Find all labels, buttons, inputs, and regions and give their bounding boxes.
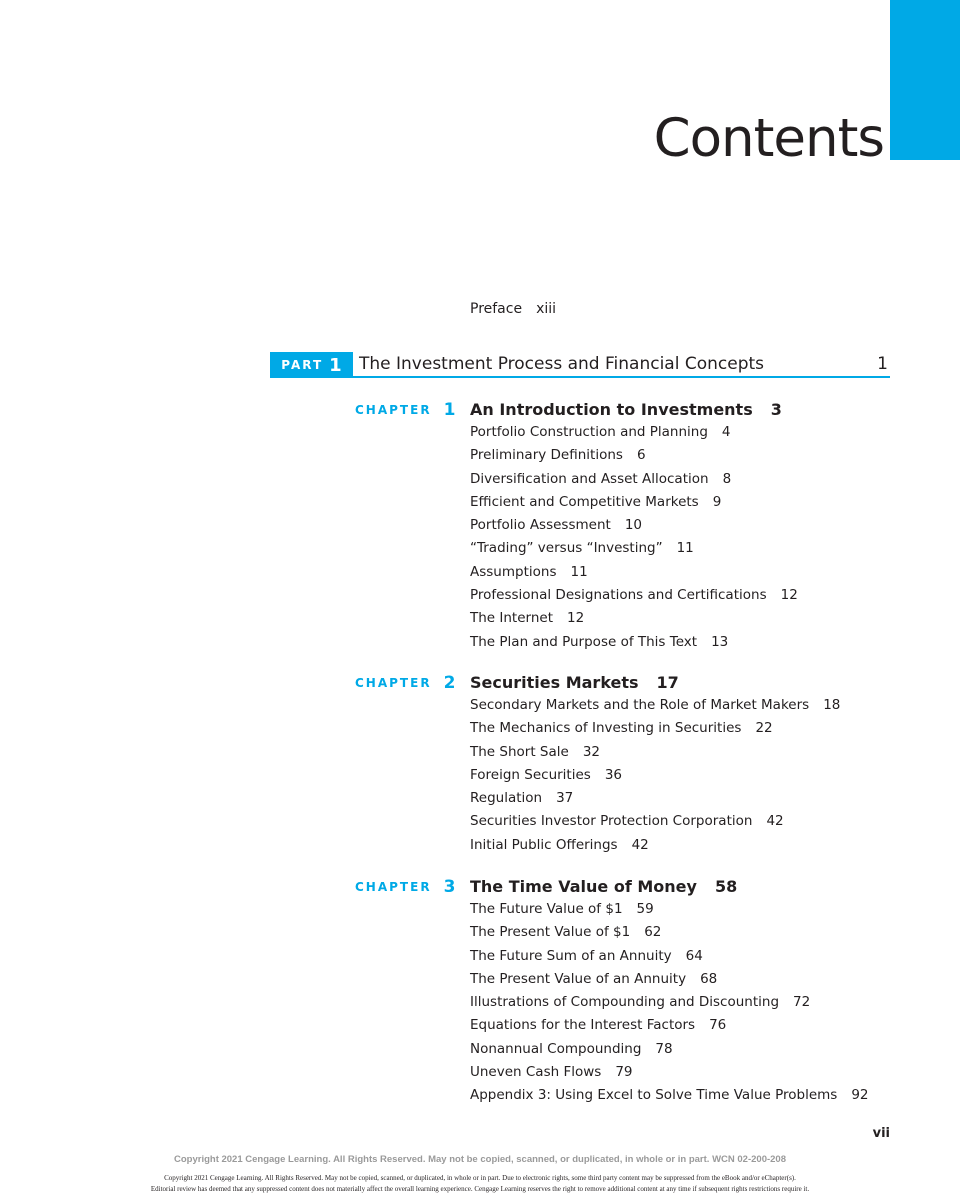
toc-section-entry[interactable] bbox=[470, 945, 869, 968]
section-page: 4 bbox=[721, 424, 731, 440]
chapter-title-entry[interactable] bbox=[470, 398, 782, 422]
toc-section-entry[interactable] bbox=[470, 1061, 869, 1084]
section-title: Regulation bbox=[470, 790, 543, 807]
section-page: 76 bbox=[709, 1017, 727, 1034]
chapter-title: The Time Value of Money bbox=[470, 877, 697, 896]
section-title: Initial Public Offerings bbox=[470, 836, 618, 853]
copyright-notice: Copyright 2021 Cengage Learning. All Rights Reserved. May not be copied, scanned, or duplicated, in whole or in part. WCN 02-200-208 bbox=[174, 1154, 786, 1165]
toc-section-entry[interactable] bbox=[470, 968, 869, 991]
page-number: vii bbox=[872, 1126, 890, 1141]
chapter-title-entry[interactable] bbox=[470, 875, 737, 899]
toc-section-entry[interactable] bbox=[470, 444, 798, 467]
part-title: The Investment Process and Financial Concepts bbox=[359, 354, 765, 374]
chapter-number: 3 bbox=[443, 877, 456, 897]
toc-section-entry[interactable] bbox=[470, 607, 798, 630]
section-page: 42 bbox=[766, 813, 784, 830]
section-page: 12 bbox=[780, 587, 798, 604]
section-list bbox=[470, 421, 798, 654]
toc-section-entry[interactable] bbox=[470, 787, 840, 810]
copyright-fine-print-line: Copyright 2021 Cengage Learning. All Rights Reserved. May not be copied, scanned, or duplicated, in whole or in part. Due to electronic rights, some third party content may be suppressed from the eBook and/or eChapter(s). bbox=[164, 1174, 796, 1182]
section-page: 9 bbox=[712, 493, 722, 510]
section-title: Illustrations of Compounding and Discounting bbox=[470, 994, 780, 1011]
toc-section-entry[interactable] bbox=[470, 810, 840, 833]
section-title: The Short Sale bbox=[470, 743, 569, 760]
toc-section-entry[interactable] bbox=[470, 514, 798, 537]
section-page: 36 bbox=[604, 766, 622, 783]
toc-section-entry[interactable] bbox=[470, 898, 869, 921]
section-page: 59 bbox=[636, 901, 654, 917]
copyright-fine-print bbox=[0, 1173, 960, 1194]
toc-section-entry[interactable] bbox=[470, 468, 798, 491]
section-page: 10 bbox=[624, 517, 642, 534]
toc-section-entry[interactable] bbox=[470, 764, 840, 787]
part-word: PART bbox=[281, 358, 324, 372]
chapter-word: CHAPTER bbox=[355, 880, 432, 894]
toc-section-entry[interactable] bbox=[470, 421, 798, 444]
section-title: Portfolio Construction and Planning bbox=[470, 424, 708, 440]
section-title: The Internet bbox=[470, 610, 554, 627]
toc-section-entry[interactable] bbox=[470, 561, 798, 584]
section-page: 92 bbox=[851, 1087, 869, 1104]
chapter-title: An Introduction to Investments bbox=[470, 400, 753, 419]
section-title: The Future Sum of an Annuity bbox=[470, 947, 672, 964]
toc-section-entry[interactable] bbox=[470, 921, 869, 944]
section-page: 8 bbox=[722, 470, 732, 487]
toc-section-entry[interactable] bbox=[470, 834, 840, 857]
section-title: Professional Designations and Certifications bbox=[470, 587, 767, 604]
section-page: 68 bbox=[700, 970, 718, 987]
chapter-number: 2 bbox=[443, 673, 456, 693]
section-page: 42 bbox=[631, 836, 649, 853]
chapter-word: CHAPTER bbox=[355, 403, 432, 417]
section-title: Secondary Markets and the Role of Market Makers bbox=[470, 697, 810, 713]
section-page: 11 bbox=[570, 563, 588, 580]
toc-section-entry[interactable] bbox=[470, 491, 798, 514]
chapter-number: 1 bbox=[443, 400, 456, 420]
section-list bbox=[470, 694, 840, 857]
section-title: Diversification and Asset Allocation bbox=[470, 470, 709, 487]
section-title: Foreign Securities bbox=[470, 766, 591, 783]
section-title: Uneven Cash Flows bbox=[470, 1064, 602, 1081]
section-page: 72 bbox=[793, 994, 811, 1011]
part-1-heading[interactable] bbox=[270, 352, 890, 378]
chapter-word: CHAPTER bbox=[355, 676, 432, 690]
toc-section-entry[interactable] bbox=[470, 584, 798, 607]
section-title: The Plan and Purpose of This Text bbox=[470, 633, 698, 650]
accent-color-block bbox=[890, 0, 960, 160]
section-page: 32 bbox=[582, 743, 601, 760]
section-title: Nonannual Compounding bbox=[470, 1040, 642, 1057]
preface-entry[interactable] bbox=[470, 299, 556, 319]
chapter-page: 3 bbox=[770, 400, 782, 419]
part-page: 1 bbox=[877, 354, 888, 374]
section-title: The Present Value of an Annuity bbox=[470, 970, 687, 987]
chapter-title: Securities Markets bbox=[470, 673, 639, 692]
toc-section-entry[interactable] bbox=[470, 717, 840, 740]
section-page: 13 bbox=[711, 633, 729, 650]
chapter-label bbox=[355, 398, 455, 422]
section-title: Efficient and Competitive Markets bbox=[470, 493, 699, 510]
part-tag bbox=[270, 352, 353, 378]
toc-section-entry[interactable] bbox=[470, 1038, 869, 1061]
section-title: Securities Investor Protection Corporation bbox=[470, 813, 753, 830]
preface-label: Preface bbox=[470, 301, 523, 317]
section-title: The Future Value of $1 bbox=[470, 901, 623, 917]
toc-section-entry[interactable] bbox=[470, 991, 869, 1014]
section-page: 18 bbox=[823, 697, 841, 713]
section-page: 22 bbox=[755, 720, 773, 737]
section-title: Appendix 3: Using Excel to Solve Time Value Problems bbox=[470, 1087, 838, 1104]
section-title: Assumptions bbox=[470, 563, 557, 580]
chapter-page: 58 bbox=[714, 877, 738, 896]
toc-section-entry[interactable] bbox=[470, 1014, 869, 1037]
copyright-fine-print-line: Editorial review has deemed that any suppressed content does not materially affect the overall learning experience. Cengage Learning reserves the right to remove additional content at any time if subsequent rights restrictions require it. bbox=[150, 1184, 810, 1193]
section-page: 78 bbox=[655, 1040, 673, 1057]
section-page: 11 bbox=[676, 540, 694, 557]
section-title: Portfolio Assessment bbox=[470, 517, 611, 534]
section-page: 12 bbox=[567, 610, 585, 627]
section-title: The Present Value of $1 bbox=[470, 924, 631, 941]
section-page: 6 bbox=[636, 447, 646, 464]
chapter-label bbox=[355, 875, 455, 899]
part-number: 1 bbox=[329, 354, 342, 376]
toc-section-entry[interactable] bbox=[470, 694, 840, 717]
section-title: Preliminary Definitions bbox=[470, 447, 623, 464]
section-page: 37 bbox=[556, 790, 574, 807]
chapter-page: 17 bbox=[656, 673, 679, 692]
section-title: The Mechanics of Investing in Securities bbox=[470, 720, 742, 737]
toc-section-entry[interactable] bbox=[470, 537, 798, 560]
section-page: 62 bbox=[644, 924, 662, 941]
section-list bbox=[470, 898, 869, 1108]
toc-section-entry[interactable] bbox=[470, 1084, 869, 1107]
section-page: 79 bbox=[615, 1064, 633, 1081]
section-page: 64 bbox=[685, 947, 703, 964]
page-title: Contents bbox=[653, 108, 884, 169]
section-title: “Trading” versus “Investing” bbox=[470, 540, 663, 557]
toc-section-entry[interactable] bbox=[470, 631, 798, 654]
toc-section-entry[interactable] bbox=[470, 741, 840, 764]
section-title: Equations for the Interest Factors bbox=[470, 1017, 696, 1034]
chapter-title-entry[interactable] bbox=[470, 671, 679, 695]
preface-page: xiii bbox=[536, 301, 557, 317]
chapter-label bbox=[355, 671, 455, 695]
